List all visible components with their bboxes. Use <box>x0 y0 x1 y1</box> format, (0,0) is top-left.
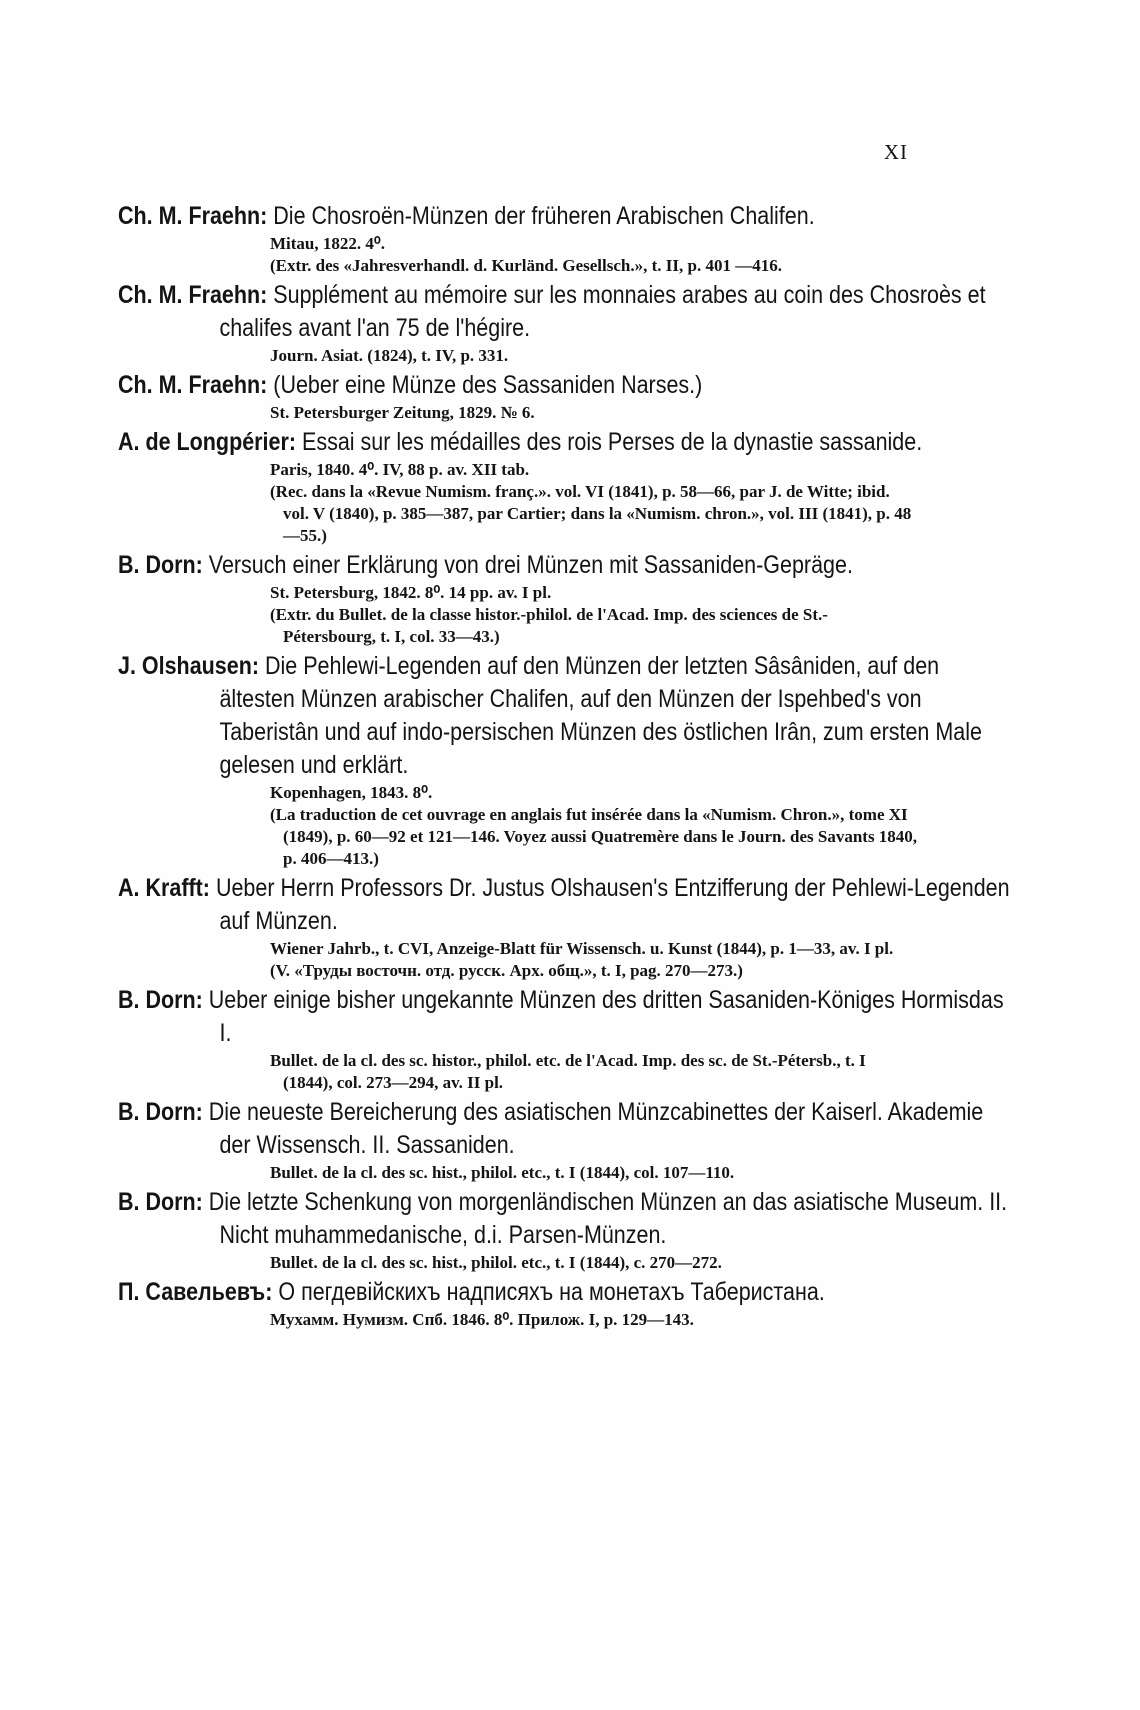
entry-author: B. Dorn: <box>118 551 203 579</box>
entry-title: Die neueste Bereicherung des asiatischen Münzcabinettes der Kaiserl. Akademie der Wissensch. II. Sassaniden. <box>208 1098 984 1159</box>
entry-note: St. Petersburger Zeitung, 1829. № 6. <box>270 403 535 422</box>
bibliography-entry <box>118 984 1004 1094</box>
entry-note: Paris, 1840. 4⁰. IV, 88 p. av. XII tab. <box>270 460 530 479</box>
bibliography-entry <box>118 1186 1008 1274</box>
entry-title: Die Chosroën-Münzen der früheren Arabischen Chalifen. <box>273 202 815 230</box>
bibliography-entry <box>118 369 918 424</box>
entry-author: B. Dorn: <box>118 1098 203 1126</box>
entry-author: Ch. M. Fraehn: <box>118 281 268 309</box>
bibliography-entry <box>118 872 1010 982</box>
bibliography-entry <box>118 279 986 367</box>
entry-title: Supplément au mémoire sur les monnaies arabes au coin des Chosroès et chalifes avant l'an 75 de l'hégire. <box>219 281 986 342</box>
entry-author: B. Dorn: <box>118 1188 203 1216</box>
entry-author: B. Dorn: <box>118 986 203 1014</box>
entry-title: О пегдевійскихъ надписяхъ на монетахъ Таберистана. <box>278 1278 825 1306</box>
entry-note: (V. «Труды восточн. отд. русск. Арх. общ.», t. I, pag. 270—273.) <box>270 961 743 980</box>
bibliography-entry <box>118 650 982 870</box>
entry-note: Journ. Asiat. (1824), t. IV, p. 331. <box>270 346 509 365</box>
entry-note: Mitau, 1822. 4⁰. <box>270 234 385 253</box>
entry-note: Bullet. de la cl. des sc. histor., philol. etc. de l'Acad. Imp. des sc. de St.-Pétersb., t. I (1844), col. 273—294, av. II pl. <box>270 1051 866 1092</box>
bibliography-entry <box>118 549 918 648</box>
bibliography-entry <box>118 1276 918 1331</box>
entry-author: П. Савельевъ: <box>118 1278 273 1306</box>
entry-note: Bullet. de la cl. des sc. hist., philol. etc., t. I (1844), c. 270—272. <box>270 1253 722 1272</box>
entry-title: Die Pehlewi-Legenden auf den Münzen der letzten Sâsâniden, auf den ältesten Münzen arabischer Chalifen, auf den Münzen der Ispehbed's von Taberistân und auf indo-persischen Münzen des östlichen Irân, zum ersten Male gelesen und erklärt. <box>219 652 982 779</box>
entry-note: Wiener Jahrb., t. CVI, Anzeige-Blatt für Wissensch. u. Kunst (1844), p. 1—33, av. I pl. <box>270 939 894 958</box>
entry-note: (Extr. des «Jahresverhandl. d. Kurländ. Gesellsch.», t. II, p. 401 —416. <box>270 256 782 275</box>
entry-author: Ch. M. Fraehn: <box>118 202 268 230</box>
entry-title: (Ueber eine Münze des Sassaniden Narses.) <box>273 371 703 399</box>
entry-note: (Extr. du Bullet. de la classe histor.-philol. de l'Acad. Imp. des sciences de St.-Pétersbourg, t. I, col. 33—43.) <box>270 605 828 646</box>
entry-title: Die letzte Schenkung von morgenländischen Münzen an das asiatische Museum. II. Nicht muhammedanische, d.i. Parsen-Münzen. <box>208 1188 1008 1249</box>
entry-note: Kopenhagen, 1843. 8⁰. <box>270 783 433 802</box>
entry-note: Bullet. de la cl. des sc. hist., philol. etc., t. I (1844), col. 107—110. <box>270 1163 735 1182</box>
bibliography-entry <box>118 426 923 547</box>
entry-author: A. de Longpérier: <box>118 428 296 456</box>
entry-note: (Rec. dans la «Revue Numism. franç.». vol. VI (1841), p. 58—66, par J. de Witte; ibid. vol. V (1840), p. 385—387, par Cartier; dans la «Numism. chron.», vol. III (1841), p. 48—55.) <box>270 482 912 545</box>
entry-note: (La traduction de cet ouvrage en anglais fut insérée dans la «Numism. Chron.», tome XI (1849), p. 60—92 et 121—146. Voyez aussi Quatremère dans le Journ. des Savants 1840, p. 406—413.) <box>270 805 918 868</box>
entry-title: Versuch einer Erklärung von drei Münzen mit Sassaniden-Gepräge. <box>208 551 853 579</box>
bibliography-list <box>118 200 1010 1333</box>
entry-author: A. Krafft: <box>118 874 210 902</box>
entry-note: St. Petersburg, 1842. 8⁰. 14 pp. av. I pl. <box>270 583 552 602</box>
entry-note: Мухамм. Нумизм. Спб. 1846. 8⁰. Прилож. I, p. 129—143. <box>270 1310 694 1329</box>
entry-title: Essai sur les médailles des rois Perses de la dynastie sassanide. <box>301 428 923 456</box>
page-number: XI <box>883 140 908 164</box>
entry-author: Ch. M. Fraehn: <box>118 371 268 399</box>
entry-title: Ueber Herrn Professors Dr. Justus Olshausen's Entzifferung der Pehlewi-Legenden auf Münzen. <box>215 874 1010 935</box>
bibliography-entry <box>118 200 918 277</box>
entry-title: Ueber einige bisher ungekannte Münzen des dritten Sasaniden-Königes Hormisdas I. <box>208 986 1004 1047</box>
entry-author: J. Olshausen: <box>118 652 259 680</box>
bibliography-entry <box>118 1096 984 1184</box>
